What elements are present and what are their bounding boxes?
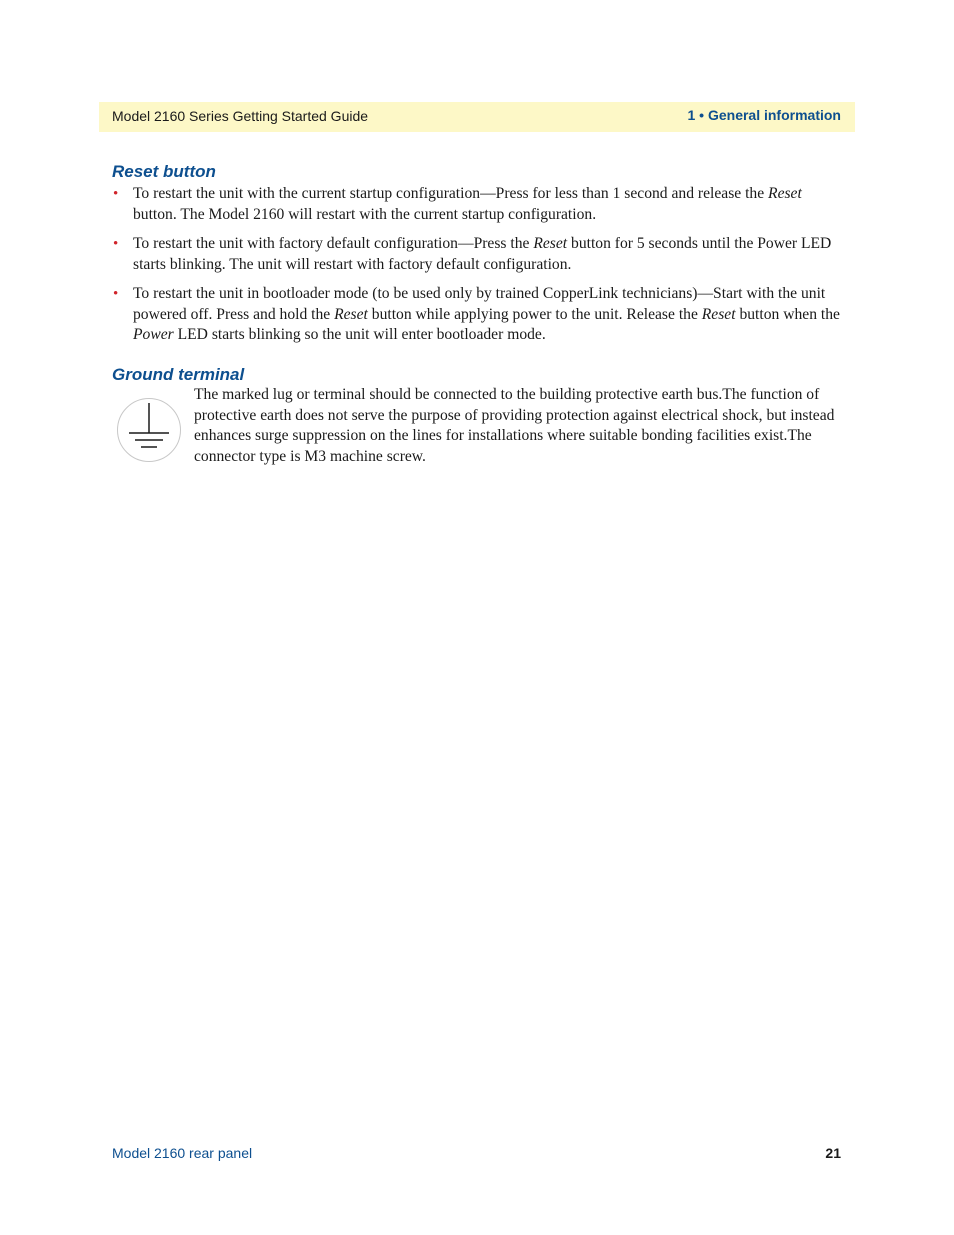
item-emphasis: Reset	[768, 185, 802, 202]
item-text: To restart the unit with the current startup configuration—Press for less than 1 second and release the	[133, 185, 769, 202]
reset-bullet-list	[112, 184, 842, 355]
item-text: To restart the unit in bootloader mode (to be used only by trained CopperLink technicians)—Start with the unit powered off. Press and hold the	[133, 285, 826, 323]
item-text: LED starts blinking so the unit will enter bootloader mode.	[173, 326, 546, 343]
list-item	[112, 184, 842, 225]
list-item	[112, 234, 842, 275]
ground-terminal-paragraph: The marked lug or terminal should be connected to the building protective earth bus.The function of protective earth does not serve the purpose of providing protection against electrical shock, but instead enhances surge suppression on the lines for installations where suitable bonding facilities exist.The connector type is M3 machine screw.	[194, 386, 835, 465]
item-emphasis: Power	[133, 326, 174, 343]
item-emphasis: Reset	[334, 305, 368, 323]
footer-section-title: Model 2160 rear panel	[112, 1145, 253, 1161]
section-heading-reset: Reset button	[112, 162, 216, 181]
section-heading-ground: Ground terminal	[112, 365, 245, 384]
item-text: button for 5 seconds until the Power LED starts blinking. The unit will restart with factory default configuration.	[133, 235, 832, 273]
bullet-icon: •	[113, 286, 119, 302]
list-item	[112, 284, 842, 346]
item-text: To restart the unit with factory default configuration—Press the	[133, 235, 534, 252]
item-emphasis: Reset	[533, 235, 568, 252]
ground-symbol-icon	[116, 397, 182, 463]
page-number: 21	[825, 1145, 841, 1161]
running-header	[99, 102, 855, 132]
item-text: button while applying power to the unit. Release the	[367, 305, 702, 323]
item-text: button when the	[735, 305, 840, 323]
header-chapter: 1 • General information	[687, 107, 841, 123]
item-emphasis: Reset	[701, 305, 736, 323]
bullet-icon: •	[113, 236, 119, 252]
item-text: button. The Model 2160 will restart with the current startup configuration.	[133, 205, 597, 223]
bullet-icon: •	[113, 186, 119, 202]
header-guide-title: Model 2160 Series Getting Started Guide	[112, 108, 369, 124]
